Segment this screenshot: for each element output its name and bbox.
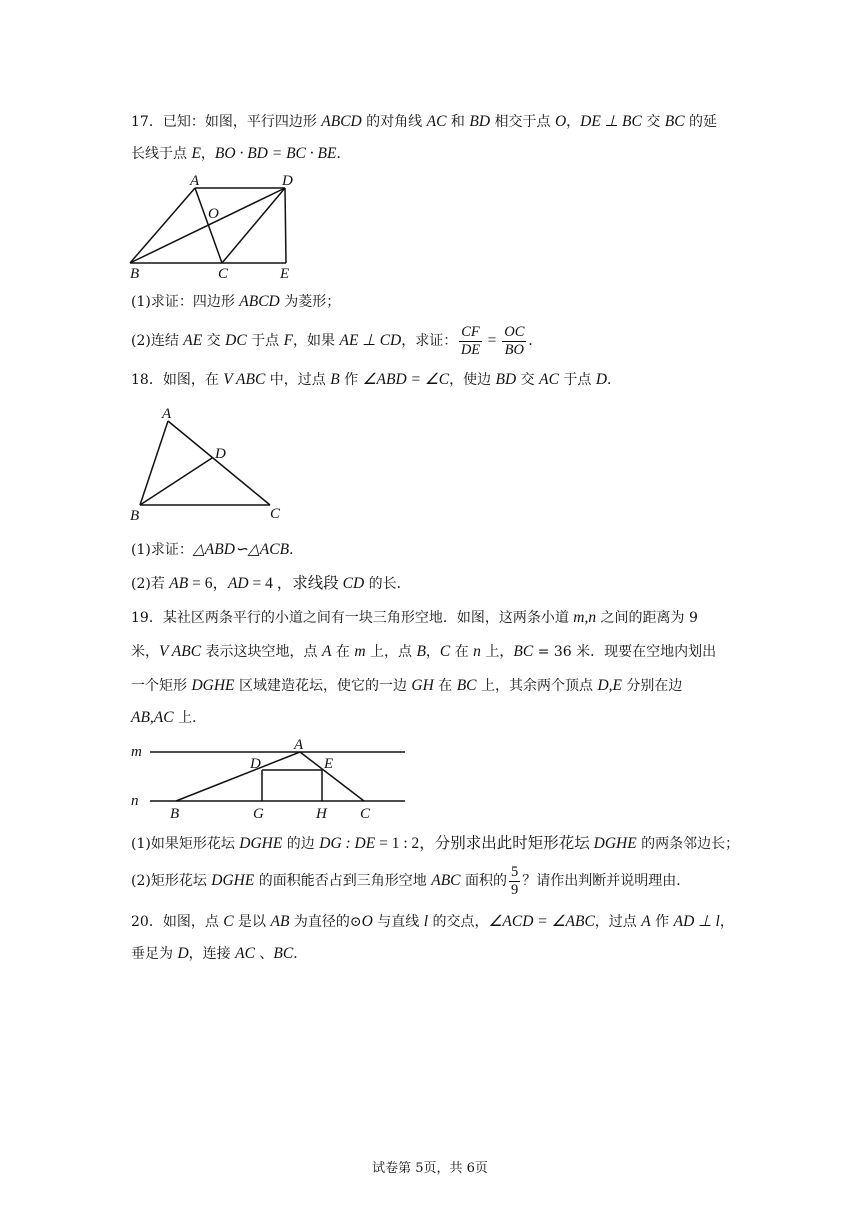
q19-line-1: 19．某社区两条平行的小道之间有一块三角形空地．如图，这两条小道 m,n 之间的距离为 9 <box>131 609 698 626</box>
q17-label-B: B <box>130 266 140 282</box>
q17-label-C: C <box>218 266 229 282</box>
q17-line-2: 长线于点 E，BO · BD = BC · BE． <box>131 145 351 162</box>
q18-label-A: A <box>162 406 172 422</box>
q19-label-C: C <box>360 806 371 822</box>
q18-label-C: C <box>270 506 281 522</box>
q19-line-4: AB,AC 上． <box>131 709 207 726</box>
page-footer: 试卷第 5页，共 6页 <box>372 1161 488 1176</box>
q19-label-G: G <box>253 806 264 822</box>
q18-part-2: (2)若 AB = 6，AD = 4 ，求线段 CD 的长． <box>131 575 411 592</box>
q19-line-2: 米，V ABC 表示这块空地，点 A 在 m 上，点 B，C 在 n 上，BC = 36 米．现要在空地内划出 <box>131 643 717 660</box>
q20-line-1: 20．如图，点 C 是以 AB 为直径的⊙O 与直线 l 的交点，∠ACD = ∠ABC，过点 A 作 AD ⊥ l， <box>131 913 734 930</box>
q17-fraction-cf-de: $\frac{CF}{DE}$ <box>460 323 481 358</box>
q17-label-A: A <box>190 173 200 189</box>
q17-label-D: D <box>282 173 293 189</box>
q18-label-B: B <box>130 508 140 524</box>
q19-label-D: D <box>250 756 261 772</box>
q18-part-1: (1)求证：△ABD∽△ACB． <box>131 541 304 558</box>
q19-label-E: E <box>324 756 334 772</box>
q19-label-A: A <box>294 737 304 753</box>
q17-label-O: O <box>208 206 219 222</box>
q17-label-E: E <box>280 266 290 282</box>
q17-line-1: 17．已知：如图，平行四边形 ABCD 的对角线 AC 和 BD 相交于点 O，DE ⊥ BC 交 BC 的延 <box>131 113 718 130</box>
q19-line-3: 一个矩形 DGHE 区域建造花坛，使它的一边 GH 在 BC 上，其余两个顶点 D,E 分别在边 <box>131 677 683 694</box>
q18-line-1: 18．如图，在 V ABC 中，过点 B 作 ∠ABD = ∠C，使边 BD 交 AC 于点 D． <box>131 371 622 388</box>
q19-part-2: (2)矩形花坛 DGHE 的面积能否占到三角形空地 ABC 面积的 $\frac{5}{9}$ ？请作出判断并说明理由． <box>131 863 691 898</box>
q19-label-m: m <box>131 744 142 760</box>
q19-fraction-five-ninths: $\frac{5}{9}$ <box>510 863 519 898</box>
q17-part-1: (1)求证：四边形 ABCD 为菱形； <box>131 293 341 310</box>
q17-part-2: (2)连结 AE 交 DC 于点 F，如果 AE ⊥ CD，求证： $\frac{CF}{DE}$ = $\frac{OC}{BO}$ ． <box>131 323 543 358</box>
q17-fraction-oc-bo: $\frac{OC}{BO}$ <box>504 323 525 358</box>
q19-part-1: (1)如果矩形花坛 DGHE 的边 DG : DE = 1 : 2，分别求出此时矩形花坛 DGHE 的两条邻边长； <box>131 835 740 852</box>
q20-line-2: 垂足为 D，连接 AC 、BC． <box>131 945 308 962</box>
q19-label-B: B <box>170 806 180 822</box>
q18-label-D: D <box>215 446 226 462</box>
q19-label-n: n <box>131 793 139 809</box>
q19-label-H: H <box>316 806 327 822</box>
